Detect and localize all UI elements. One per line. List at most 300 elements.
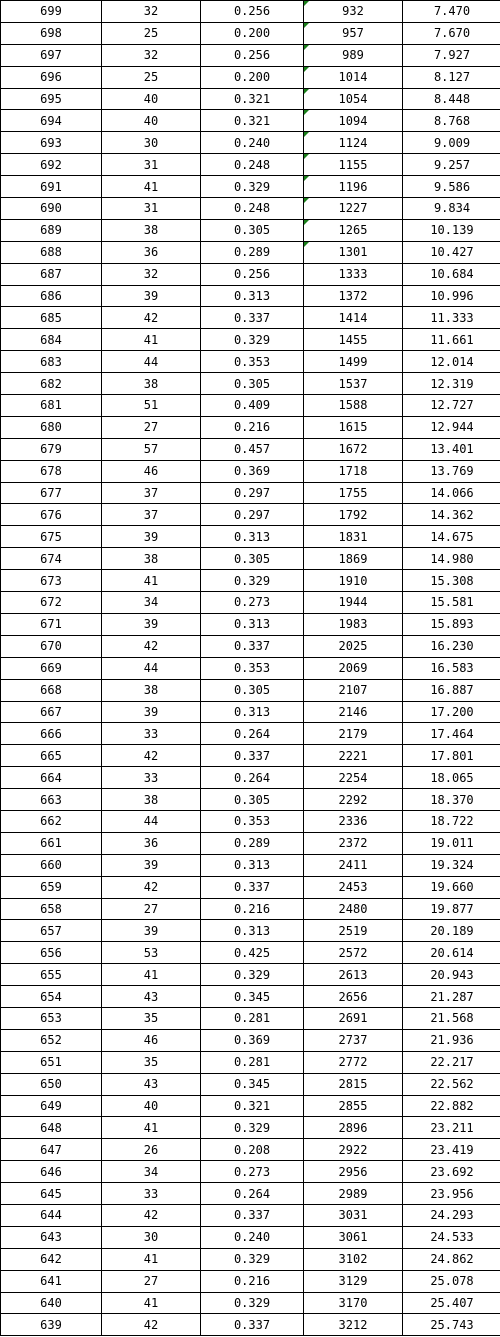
cumulative-percent-cell[interactable]: [403, 920, 500, 942]
row-id-cell[interactable]: [1, 1051, 102, 1073]
ratio-cell[interactable]: [201, 898, 304, 920]
row-id-cell[interactable]: [1, 351, 102, 373]
count-cell[interactable]: [102, 1292, 201, 1314]
row-id-cell[interactable]: [1, 88, 102, 110]
cumulative-count-cell[interactable]: [304, 1161, 403, 1183]
cumulative-percent-cell[interactable]: [403, 832, 500, 854]
cumulative-percent-cell[interactable]: [403, 1029, 500, 1051]
count-cell[interactable]: [102, 1073, 201, 1095]
count-cell[interactable]: [102, 876, 201, 898]
ratio-cell[interactable]: [201, 241, 304, 263]
ratio-cell[interactable]: [201, 986, 304, 1008]
count-cell[interactable]: [102, 898, 201, 920]
cumulative-percent-cell[interactable]: [403, 1270, 500, 1292]
cumulative-percent-cell[interactable]: [403, 1007, 500, 1029]
ratio-cell[interactable]: [201, 570, 304, 592]
ratio-cell[interactable]: [201, 132, 304, 154]
ratio-cell[interactable]: [201, 395, 304, 417]
count-cell[interactable]: [102, 679, 201, 701]
cumulative-count-cell[interactable]: [304, 1007, 403, 1029]
ratio-cell[interactable]: [201, 789, 304, 811]
row-id-cell[interactable]: [1, 373, 102, 395]
cumulative-count-cell[interactable]: [304, 832, 403, 854]
cumulative-count-cell[interactable]: [304, 789, 403, 811]
ratio-cell[interactable]: [201, 1073, 304, 1095]
count-cell[interactable]: [102, 986, 201, 1008]
row-id-cell[interactable]: [1, 1248, 102, 1270]
cumulative-percent-cell[interactable]: [403, 526, 500, 548]
row-id-cell[interactable]: [1, 263, 102, 285]
ratio-cell[interactable]: [201, 1314, 304, 1336]
cumulative-count-cell[interactable]: [304, 964, 403, 986]
ratio-cell[interactable]: [201, 285, 304, 307]
cumulative-percent-cell[interactable]: [403, 810, 500, 832]
cumulative-percent-cell[interactable]: [403, 1139, 500, 1161]
row-id-cell[interactable]: [1, 176, 102, 198]
row-id-cell[interactable]: [1, 723, 102, 745]
count-cell[interactable]: [102, 1139, 201, 1161]
ratio-cell[interactable]: [201, 1051, 304, 1073]
cumulative-count-cell[interactable]: [304, 1139, 403, 1161]
cumulative-percent-cell[interactable]: [403, 22, 500, 44]
cumulative-count-cell[interactable]: [304, 307, 403, 329]
count-cell[interactable]: [102, 373, 201, 395]
row-id-cell[interactable]: [1, 44, 102, 66]
row-id-cell[interactable]: [1, 307, 102, 329]
row-id-cell[interactable]: [1, 657, 102, 679]
cumulative-count-cell[interactable]: [304, 1117, 403, 1139]
count-cell[interactable]: [102, 1051, 201, 1073]
cumulative-percent-cell[interactable]: [403, 1117, 500, 1139]
row-id-cell[interactable]: [1, 329, 102, 351]
count-cell[interactable]: [102, 635, 201, 657]
row-id-cell[interactable]: [1, 1183, 102, 1205]
cumulative-count-cell[interactable]: [304, 1226, 403, 1248]
cumulative-count-cell[interactable]: [304, 219, 403, 241]
cumulative-count-cell[interactable]: [304, 132, 403, 154]
row-id-cell[interactable]: [1, 964, 102, 986]
row-id-cell[interactable]: [1, 789, 102, 811]
count-cell[interactable]: [102, 395, 201, 417]
count-cell[interactable]: [102, 1, 201, 23]
cumulative-count-cell[interactable]: [304, 1204, 403, 1226]
count-cell[interactable]: [102, 132, 201, 154]
count-cell[interactable]: [102, 1270, 201, 1292]
cumulative-count-cell[interactable]: [304, 942, 403, 964]
count-cell[interactable]: [102, 482, 201, 504]
cumulative-percent-cell[interactable]: [403, 1161, 500, 1183]
cumulative-count-cell[interactable]: [304, 263, 403, 285]
cumulative-percent-cell[interactable]: [403, 329, 500, 351]
cumulative-percent-cell[interactable]: [403, 307, 500, 329]
cumulative-count-cell[interactable]: [304, 745, 403, 767]
count-cell[interactable]: [102, 504, 201, 526]
cumulative-percent-cell[interactable]: [403, 110, 500, 132]
ratio-cell[interactable]: [201, 176, 304, 198]
row-id-cell[interactable]: [1, 1117, 102, 1139]
count-cell[interactable]: [102, 1007, 201, 1029]
row-id-cell[interactable]: [1, 1314, 102, 1336]
cumulative-count-cell[interactable]: [304, 986, 403, 1008]
ratio-cell[interactable]: [201, 482, 304, 504]
ratio-cell[interactable]: [201, 635, 304, 657]
ratio-cell[interactable]: [201, 1139, 304, 1161]
row-id-cell[interactable]: [1, 285, 102, 307]
count-cell[interactable]: [102, 548, 201, 570]
cumulative-percent-cell[interactable]: [403, 1, 500, 23]
cumulative-percent-cell[interactable]: [403, 1095, 500, 1117]
count-cell[interactable]: [102, 1029, 201, 1051]
cumulative-count-cell[interactable]: [304, 1, 403, 23]
row-id-cell[interactable]: [1, 1161, 102, 1183]
ratio-cell[interactable]: [201, 1292, 304, 1314]
cumulative-percent-cell[interactable]: [403, 219, 500, 241]
cumulative-count-cell[interactable]: [304, 1029, 403, 1051]
cumulative-count-cell[interactable]: [304, 482, 403, 504]
ratio-cell[interactable]: [201, 1270, 304, 1292]
cumulative-percent-cell[interactable]: [403, 44, 500, 66]
cumulative-count-cell[interactable]: [304, 592, 403, 614]
ratio-cell[interactable]: [201, 767, 304, 789]
ratio-cell[interactable]: [201, 110, 304, 132]
cumulative-count-cell[interactable]: [304, 526, 403, 548]
ratio-cell[interactable]: [201, 679, 304, 701]
count-cell[interactable]: [102, 285, 201, 307]
cumulative-count-cell[interactable]: [304, 810, 403, 832]
cumulative-percent-cell[interactable]: [403, 1051, 500, 1073]
row-id-cell[interactable]: [1, 198, 102, 220]
ratio-cell[interactable]: [201, 438, 304, 460]
cumulative-count-cell[interactable]: [304, 1270, 403, 1292]
cumulative-percent-cell[interactable]: [403, 1226, 500, 1248]
cumulative-count-cell[interactable]: [304, 613, 403, 635]
count-cell[interactable]: [102, 110, 201, 132]
count-cell[interactable]: [102, 723, 201, 745]
cumulative-count-cell[interactable]: [304, 920, 403, 942]
row-id-cell[interactable]: [1, 1095, 102, 1117]
ratio-cell[interactable]: [201, 920, 304, 942]
ratio-cell[interactable]: [201, 66, 304, 88]
row-id-cell[interactable]: [1, 635, 102, 657]
row-id-cell[interactable]: [1, 219, 102, 241]
cumulative-count-cell[interactable]: [304, 1095, 403, 1117]
count-cell[interactable]: [102, 44, 201, 66]
cumulative-count-cell[interactable]: [304, 854, 403, 876]
cumulative-percent-cell[interactable]: [403, 854, 500, 876]
row-id-cell[interactable]: [1, 1, 102, 23]
cumulative-percent-cell[interactable]: [403, 438, 500, 460]
cumulative-percent-cell[interactable]: [403, 767, 500, 789]
cumulative-percent-cell[interactable]: [403, 745, 500, 767]
row-id-cell[interactable]: [1, 241, 102, 263]
count-cell[interactable]: [102, 942, 201, 964]
cumulative-count-cell[interactable]: [304, 876, 403, 898]
cumulative-count-cell[interactable]: [304, 701, 403, 723]
count-cell[interactable]: [102, 219, 201, 241]
cumulative-percent-cell[interactable]: [403, 66, 500, 88]
cumulative-count-cell[interactable]: [304, 460, 403, 482]
cumulative-count-cell[interactable]: [304, 395, 403, 417]
row-id-cell[interactable]: [1, 679, 102, 701]
count-cell[interactable]: [102, 1161, 201, 1183]
count-cell[interactable]: [102, 810, 201, 832]
cumulative-percent-cell[interactable]: [403, 504, 500, 526]
cumulative-percent-cell[interactable]: [403, 416, 500, 438]
ratio-cell[interactable]: [201, 810, 304, 832]
row-id-cell[interactable]: [1, 592, 102, 614]
count-cell[interactable]: [102, 613, 201, 635]
cumulative-percent-cell[interactable]: [403, 198, 500, 220]
cumulative-percent-cell[interactable]: [403, 876, 500, 898]
cumulative-percent-cell[interactable]: [403, 373, 500, 395]
row-id-cell[interactable]: [1, 854, 102, 876]
cumulative-percent-cell[interactable]: [403, 635, 500, 657]
row-id-cell[interactable]: [1, 942, 102, 964]
cumulative-count-cell[interactable]: [304, 438, 403, 460]
count-cell[interactable]: [102, 1226, 201, 1248]
ratio-cell[interactable]: [201, 1248, 304, 1270]
ratio-cell[interactable]: [201, 1117, 304, 1139]
row-id-cell[interactable]: [1, 701, 102, 723]
cumulative-count-cell[interactable]: [304, 154, 403, 176]
ratio-cell[interactable]: [201, 1226, 304, 1248]
count-cell[interactable]: [102, 657, 201, 679]
ratio-cell[interactable]: [201, 1183, 304, 1205]
count-cell[interactable]: [102, 570, 201, 592]
count-cell[interactable]: [102, 1095, 201, 1117]
row-id-cell[interactable]: [1, 1270, 102, 1292]
cumulative-count-cell[interactable]: [304, 176, 403, 198]
ratio-cell[interactable]: [201, 657, 304, 679]
row-id-cell[interactable]: [1, 1139, 102, 1161]
row-id-cell[interactable]: [1, 66, 102, 88]
row-id-cell[interactable]: [1, 745, 102, 767]
cumulative-percent-cell[interactable]: [403, 1073, 500, 1095]
ratio-cell[interactable]: [201, 1204, 304, 1226]
ratio-cell[interactable]: [201, 88, 304, 110]
count-cell[interactable]: [102, 854, 201, 876]
row-id-cell[interactable]: [1, 1226, 102, 1248]
row-id-cell[interactable]: [1, 920, 102, 942]
cumulative-percent-cell[interactable]: [403, 723, 500, 745]
ratio-cell[interactable]: [201, 1095, 304, 1117]
cumulative-count-cell[interactable]: [304, 373, 403, 395]
row-id-cell[interactable]: [1, 898, 102, 920]
ratio-cell[interactable]: [201, 504, 304, 526]
count-cell[interactable]: [102, 789, 201, 811]
ratio-cell[interactable]: [201, 723, 304, 745]
row-id-cell[interactable]: [1, 482, 102, 504]
ratio-cell[interactable]: [201, 154, 304, 176]
count-cell[interactable]: [102, 176, 201, 198]
cumulative-count-cell[interactable]: [304, 110, 403, 132]
row-id-cell[interactable]: [1, 460, 102, 482]
row-id-cell[interactable]: [1, 154, 102, 176]
ratio-cell[interactable]: [201, 613, 304, 635]
row-id-cell[interactable]: [1, 767, 102, 789]
row-id-cell[interactable]: [1, 438, 102, 460]
row-id-cell[interactable]: [1, 1204, 102, 1226]
count-cell[interactable]: [102, 154, 201, 176]
ratio-cell[interactable]: [201, 351, 304, 373]
cumulative-count-cell[interactable]: [304, 198, 403, 220]
count-cell[interactable]: [102, 1117, 201, 1139]
count-cell[interactable]: [102, 1204, 201, 1226]
count-cell[interactable]: [102, 416, 201, 438]
count-cell[interactable]: [102, 438, 201, 460]
cumulative-percent-cell[interactable]: [403, 132, 500, 154]
ratio-cell[interactable]: [201, 701, 304, 723]
cumulative-count-cell[interactable]: [304, 1183, 403, 1205]
cumulative-count-cell[interactable]: [304, 504, 403, 526]
ratio-cell[interactable]: [201, 307, 304, 329]
ratio-cell[interactable]: [201, 548, 304, 570]
ratio-cell[interactable]: [201, 526, 304, 548]
cumulative-percent-cell[interactable]: [403, 1183, 500, 1205]
ratio-cell[interactable]: [201, 198, 304, 220]
cumulative-count-cell[interactable]: [304, 1248, 403, 1270]
cumulative-percent-cell[interactable]: [403, 679, 500, 701]
ratio-cell[interactable]: [201, 1029, 304, 1051]
cumulative-percent-cell[interactable]: [403, 176, 500, 198]
cumulative-percent-cell[interactable]: [403, 1204, 500, 1226]
ratio-cell[interactable]: [201, 416, 304, 438]
count-cell[interactable]: [102, 329, 201, 351]
row-id-cell[interactable]: [1, 395, 102, 417]
ratio-cell[interactable]: [201, 373, 304, 395]
cumulative-count-cell[interactable]: [304, 898, 403, 920]
cumulative-percent-cell[interactable]: [403, 570, 500, 592]
cumulative-count-cell[interactable]: [304, 285, 403, 307]
ratio-cell[interactable]: [201, 1161, 304, 1183]
cumulative-count-cell[interactable]: [304, 22, 403, 44]
ratio-cell[interactable]: [201, 745, 304, 767]
cumulative-percent-cell[interactable]: [403, 657, 500, 679]
cumulative-percent-cell[interactable]: [403, 1292, 500, 1314]
row-id-cell[interactable]: [1, 504, 102, 526]
ratio-cell[interactable]: [201, 329, 304, 351]
count-cell[interactable]: [102, 920, 201, 942]
count-cell[interactable]: [102, 263, 201, 285]
ratio-cell[interactable]: [201, 832, 304, 854]
cumulative-percent-cell[interactable]: [403, 351, 500, 373]
count-cell[interactable]: [102, 88, 201, 110]
cumulative-percent-cell[interactable]: [403, 942, 500, 964]
ratio-cell[interactable]: [201, 263, 304, 285]
row-id-cell[interactable]: [1, 22, 102, 44]
cumulative-count-cell[interactable]: [304, 1314, 403, 1336]
count-cell[interactable]: [102, 307, 201, 329]
count-cell[interactable]: [102, 1314, 201, 1336]
cumulative-percent-cell[interactable]: [403, 613, 500, 635]
cumulative-percent-cell[interactable]: [403, 789, 500, 811]
cumulative-percent-cell[interactable]: [403, 592, 500, 614]
ratio-cell[interactable]: [201, 876, 304, 898]
count-cell[interactable]: [102, 832, 201, 854]
count-cell[interactable]: [102, 767, 201, 789]
cumulative-count-cell[interactable]: [304, 1073, 403, 1095]
row-id-cell[interactable]: [1, 876, 102, 898]
cumulative-count-cell[interactable]: [304, 329, 403, 351]
count-cell[interactable]: [102, 241, 201, 263]
count-cell[interactable]: [102, 1248, 201, 1270]
ratio-cell[interactable]: [201, 854, 304, 876]
cumulative-percent-cell[interactable]: [403, 482, 500, 504]
cumulative-count-cell[interactable]: [304, 416, 403, 438]
cumulative-count-cell[interactable]: [304, 570, 403, 592]
cumulative-count-cell[interactable]: [304, 241, 403, 263]
row-id-cell[interactable]: [1, 548, 102, 570]
row-id-cell[interactable]: [1, 810, 102, 832]
ratio-cell[interactable]: [201, 964, 304, 986]
count-cell[interactable]: [102, 964, 201, 986]
count-cell[interactable]: [102, 745, 201, 767]
row-id-cell[interactable]: [1, 570, 102, 592]
cumulative-percent-cell[interactable]: [403, 1314, 500, 1336]
row-id-cell[interactable]: [1, 132, 102, 154]
row-id-cell[interactable]: [1, 110, 102, 132]
cumulative-count-cell[interactable]: [304, 66, 403, 88]
count-cell[interactable]: [102, 351, 201, 373]
row-id-cell[interactable]: [1, 1292, 102, 1314]
cumulative-percent-cell[interactable]: [403, 548, 500, 570]
row-id-cell[interactable]: [1, 416, 102, 438]
count-cell[interactable]: [102, 526, 201, 548]
row-id-cell[interactable]: [1, 526, 102, 548]
cumulative-count-cell[interactable]: [304, 351, 403, 373]
cumulative-percent-cell[interactable]: [403, 964, 500, 986]
count-cell[interactable]: [102, 701, 201, 723]
cumulative-count-cell[interactable]: [304, 679, 403, 701]
cumulative-count-cell[interactable]: [304, 635, 403, 657]
cumulative-percent-cell[interactable]: [403, 285, 500, 307]
row-id-cell[interactable]: [1, 832, 102, 854]
count-cell[interactable]: [102, 66, 201, 88]
cumulative-count-cell[interactable]: [304, 44, 403, 66]
row-id-cell[interactable]: [1, 1029, 102, 1051]
cumulative-percent-cell[interactable]: [403, 986, 500, 1008]
ratio-cell[interactable]: [201, 219, 304, 241]
row-id-cell[interactable]: [1, 1007, 102, 1029]
ratio-cell[interactable]: [201, 22, 304, 44]
ratio-cell[interactable]: [201, 942, 304, 964]
ratio-cell[interactable]: [201, 592, 304, 614]
count-cell[interactable]: [102, 198, 201, 220]
count-cell[interactable]: [102, 460, 201, 482]
cumulative-percent-cell[interactable]: [403, 898, 500, 920]
row-id-cell[interactable]: [1, 986, 102, 1008]
cumulative-percent-cell[interactable]: [403, 88, 500, 110]
cumulative-count-cell[interactable]: [304, 1051, 403, 1073]
ratio-cell[interactable]: [201, 44, 304, 66]
cumulative-percent-cell[interactable]: [403, 154, 500, 176]
cumulative-count-cell[interactable]: [304, 88, 403, 110]
cumulative-percent-cell[interactable]: [403, 460, 500, 482]
ratio-cell[interactable]: [201, 1, 304, 23]
count-cell[interactable]: [102, 592, 201, 614]
ratio-cell[interactable]: [201, 1007, 304, 1029]
cumulative-count-cell[interactable]: [304, 723, 403, 745]
cumulative-percent-cell[interactable]: [403, 395, 500, 417]
cumulative-percent-cell[interactable]: [403, 241, 500, 263]
row-id-cell[interactable]: [1, 613, 102, 635]
count-cell[interactable]: [102, 22, 201, 44]
cumulative-count-cell[interactable]: [304, 657, 403, 679]
cumulative-percent-cell[interactable]: [403, 701, 500, 723]
cumulative-percent-cell[interactable]: [403, 1248, 500, 1270]
count-cell[interactable]: [102, 1183, 201, 1205]
cumulative-count-cell[interactable]: [304, 548, 403, 570]
